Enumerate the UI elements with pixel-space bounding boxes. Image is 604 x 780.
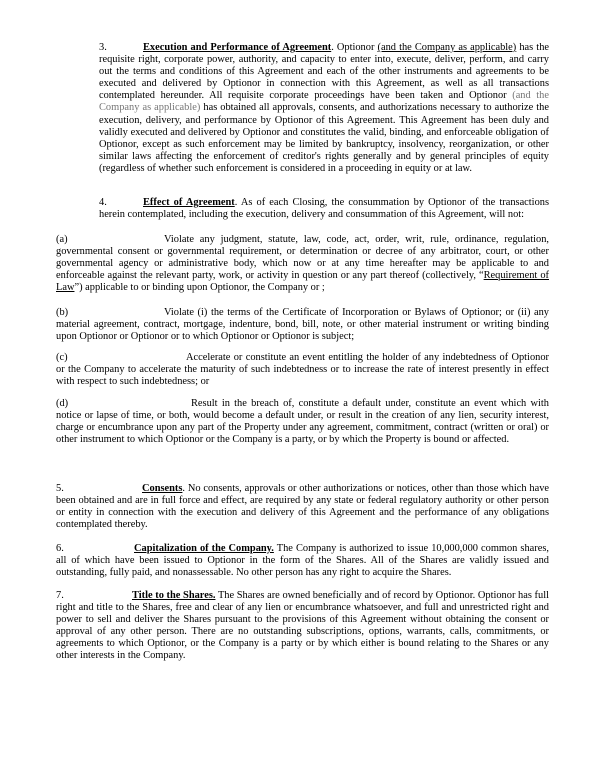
section-3-text-1: . Optionor [331,42,378,53]
section-6-text: The Company is authorized to issue 10,000,000 common shares, all of which have been issued to Optionor in the form of the Shares. All of the Shares are validly issued and outstanding, fully paid, and nonassessable. No other person has any right to acquire the Shares. [56,543,549,579]
section-7 [56,590,549,663]
section-4-number: 4. [99,197,107,208]
subsection-a-text-2: ”) applicable to or binding upon Optionor, the Company or ; [74,282,325,294]
section-4-text: . As of each Closing, the consummation by Optionor of the transactions herein contemplated, including the execution, delivery and consummation of this Agreement, will not: [99,197,549,221]
section-3-number: 3. [99,42,107,53]
subsection-a-label: (a) [56,234,68,245]
section-5-text: . No consents, approvals or other authorizations or notices, other than those which have been obtained and are in full force and effect, are required by any state or federal regulatory authority or other person or entity in connection with the execution and delivery of this Agreement and the performance of any obligations contemplated thereby. [56,483,549,531]
subsection-a-defined-term: Requirement of Law [56,270,549,294]
subsection-b-text: Violate (i) the terms of the Certificate of Incorporation or Bylaws of Optionor; or (ii) any material agreement, contract, mortgage, indenture, bond, bill, note, or other material instrument or writing binding upon Optionor or Optionor or to which Optionor or Optionor is subject; [56,307,549,343]
section-7-number: 7. [56,590,64,601]
section-7-text: The Shares are owned beneficially and of record by Optionor. Optionor has full right and title to the Shares, free and clear of any lien or encumbrance whatsoever, and full and unrestricted right and power to sell and deliver the Shares pursuant to the provisions of this Agreement without obtaining the consent or approval of any other person. There are no outstanding subscriptions, options, warrants, calls, commitments, or agreements to which Optionor, or the Company is a party or by which either is bound relating to the Shares or any other interests in the Company. [56,590,549,662]
section-7-heading: Title to the Shares. [132,590,216,601]
section-3 [99,42,549,175]
subsection-a [56,234,549,294]
section-3-inserted-2: (and the Company as applicable) [99,90,549,114]
section-6-number: 6. [56,543,64,554]
section-5 [56,483,549,531]
section-5-number: 5. [56,483,64,494]
section-3-text-3: has obtained all approvals, consents, and authorizations necessary to authorize the execution, delivery, and performance by Optionor of this Agreement. This Agreement has been duly and validly executed and delivered by Optionor and constitutes the valid, binding, and enforceable obligation of Optionor, except as such enforcement may be limited by bankruptcy, insolvency, reorganization, or other similar laws affecting the enforcement of creditor's rights generally and by general principles of equity (regardless of whether such enforcement is considered in a proceeding in equity or at law. [99,102,549,174]
section-4-heading: Effect of Agreement [143,197,235,208]
section-3-text-2: has the requisite right, corporate power, authority, and capacity to enter into, execute, deliver, perform, and carry out the terms and conditions of this Agreement and each of the other instruments and agreements to be executed and delivered by Optionor in connection with this Agreement, as well as all transactions contemplated hereunder. All requisite corporate proceedings have been taken and Optionor [99,42,549,102]
subsection-a-text-1: Violate any judgment, statute, law, code, act, order, writ, rule, ordinance, regulation, governmental consent or governmental requirement, or determination or decree of any arbitrator, court, or other governmental agency or administrative body, which now or at any time hereafter may be applicable to and enforceable against the relevant party, work, or activity in question or any part thereof (collectively, “ [56,234,549,282]
subsection-b [56,307,549,343]
section-6-heading: Capitalization of the Company. [134,543,274,554]
subsection-c-label: (c) [56,352,68,363]
section-4 [99,197,549,221]
subsection-c [56,352,549,388]
section-5-heading: Consents [142,483,183,494]
section-6 [56,543,549,579]
section-3-heading: Execution and Performance of Agreement [143,42,332,53]
subsection-c-text: Accelerate or constitute an event entitling the holder of any indebtedness of Optionor or the Company to accelerate the maturity of such indebtedness or to increase the rate of interest presently in effect with respect to such indebtedness; or [56,352,549,388]
subsection-b-label: (b) [56,307,69,318]
subsection-d [56,398,549,446]
subsection-d-label: (d) [56,398,69,409]
section-3-inserted-1: (and the Company as applicable) [377,42,517,53]
subsection-d-text: Result in the breach of, constitute a default under, constitute an event which with notice or lapse of time, or both, would become a default under, or result in the creation of any lien, security interest, charge or encumbrance upon any part of the Property under any agreement, commitment, contract (written or oral) or other instrument to which Optionor or the Company is a party, or by which the Property is bound or affected. [56,398,549,446]
